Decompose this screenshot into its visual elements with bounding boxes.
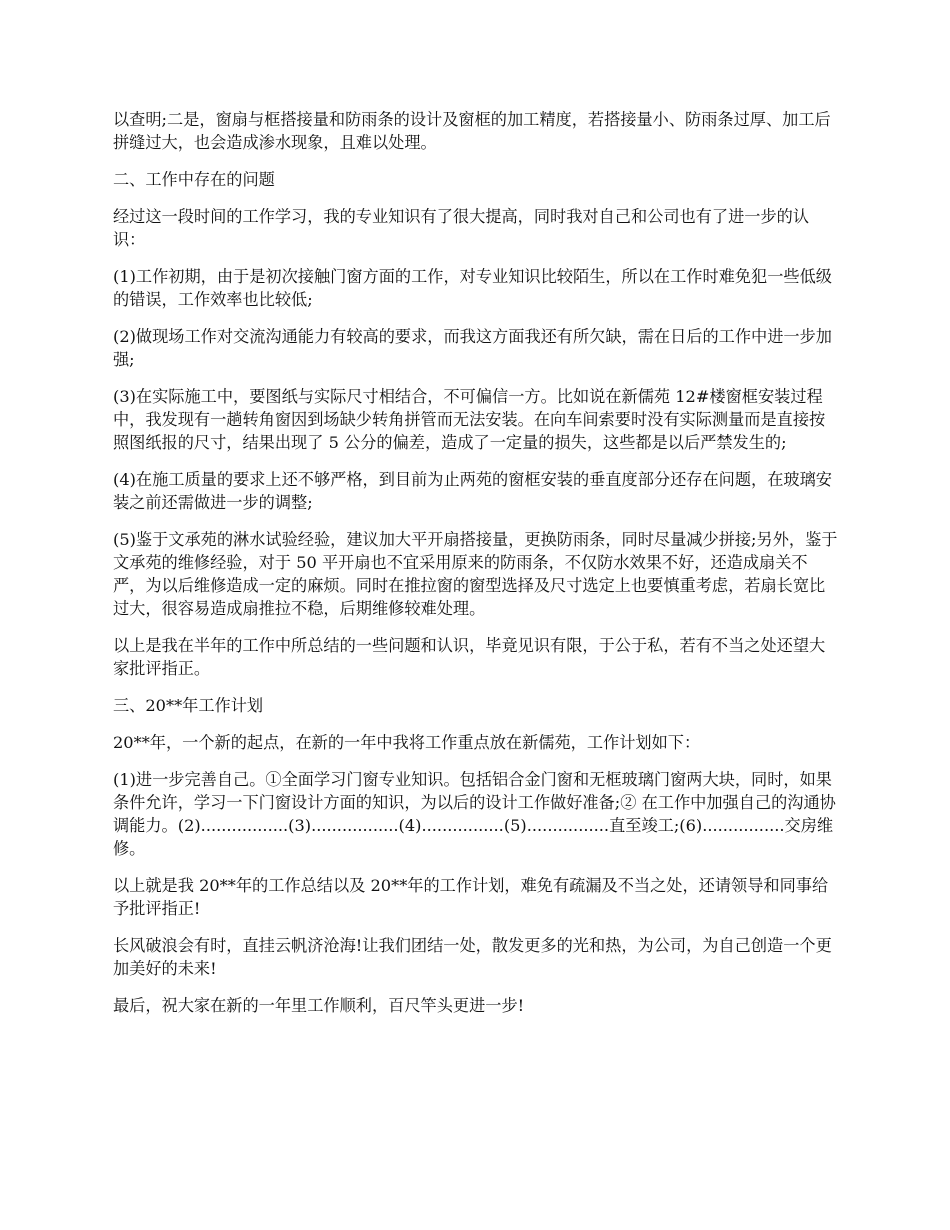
paragraph-closing-wish: 最后，祝大家在新的一年里工作顺利，百尺竿头更进一步! [113, 996, 525, 1015]
paragraph-motivation: 长风破浪会有时，直挂云帆济沧海!让我们团结一处，散发更多的光和热，为公司，为自己创造一个更加美好的未来! [113, 936, 832, 978]
paragraph-intro-continuation: 以查明;二是，窗扇与框搭接量和防雨条的设计及窗框的加工精度，若搭接量小、防雨条过厚、加工后拼缝过大，也会造成渗水现象，且难以处理。 [113, 110, 831, 152]
paragraph-problem-4: (4)在施工质量的要求上还不够严格，到目前为止两苑的窗框安装的垂直度部分还存在问题，在玻璃安装之前还需做进一步的调整; [113, 470, 832, 512]
paragraph-problems-conclusion: 以上是我在半年的工作中所总结的一些问题和认识，毕竟见识有限，于公于私，若有不当之处还望大家批评指正。 [113, 636, 826, 678]
section-heading-problems: 二、工作中存在的问题 [113, 170, 275, 189]
section-heading-work-plan: 三、20**年工作计划 [113, 696, 264, 715]
paragraph-learning-summary: 经过这一段时间的工作学习，我的专业知识有了很大提高，同时我对自己和公司也有了进一步的认识： [113, 207, 810, 249]
document-body [113, 108, 839, 1031]
paragraph-problem-1: (1)工作初期，由于是初次接触门窗方面的工作，对专业知识比较陌生，所以在工作时难免犯一些低级的错误，工作效率也比较低; [113, 267, 832, 309]
paragraph-problem-2: (2)做现场工作对交流沟通能力有较高的要求，而我这方面我还有所欠缺，需在日后的工作中进一步加强; [113, 327, 832, 369]
paragraph-plan-intro: 20**年，一个新的起点，在新的一年中我将工作重点放在新儒苑，工作计划如下： [113, 733, 701, 752]
paragraph-plan-items: (1)进一步完善自己。①全面学习门窗专业知识。包括铝合金门窗和无框玻璃门窗两大块，同时，如果条件允许，学习一下门窗设计方面的知识，为以后的设计工作做好准备;② 在工作中加强自己的沟通协调能力。(2).................(3).................(4)................(5)................直至竣工;(6)................交房维修。 [113, 770, 836, 858]
paragraph-summary: 以上就是我 20**年的工作总结以及 20**年的工作计划，难免有疏漏及不当之处，还请领导和同事给予批评指正! [113, 876, 829, 918]
paragraph-problem-5: (5)鉴于文承苑的淋水试验经验，建议加大平开扇搭接量，更换防雨条，同时尽量减少拼接;另外，鉴于文承苑的维修经验，对于 50 平开扇也不宜采用原来的防雨条，不仅防水效果不好，还造成扇关不严，为以后维修造成一定的麻烦。同时在推拉窗的窗型选择及尺寸选定上也要慎重考虑，若扇长宽比过大，很容易造成扇推拉不稳，后期维修较难处理。 [113, 530, 838, 618]
paragraph-problem-3: (3)在实际施工中，要图纸与实际尺寸相结合，不可偏信一方。比如说在新儒苑 12#楼窗框安装过程中，我发现有一趟转角窗因到场缺少转角拼管而无法安装。在向车间索要时没有实际测量而是直接按照图纸报的尺寸，结果出现了 5 公分的偏差，造成了一定量的损失，这些都是以后严禁发生的; [113, 387, 826, 452]
